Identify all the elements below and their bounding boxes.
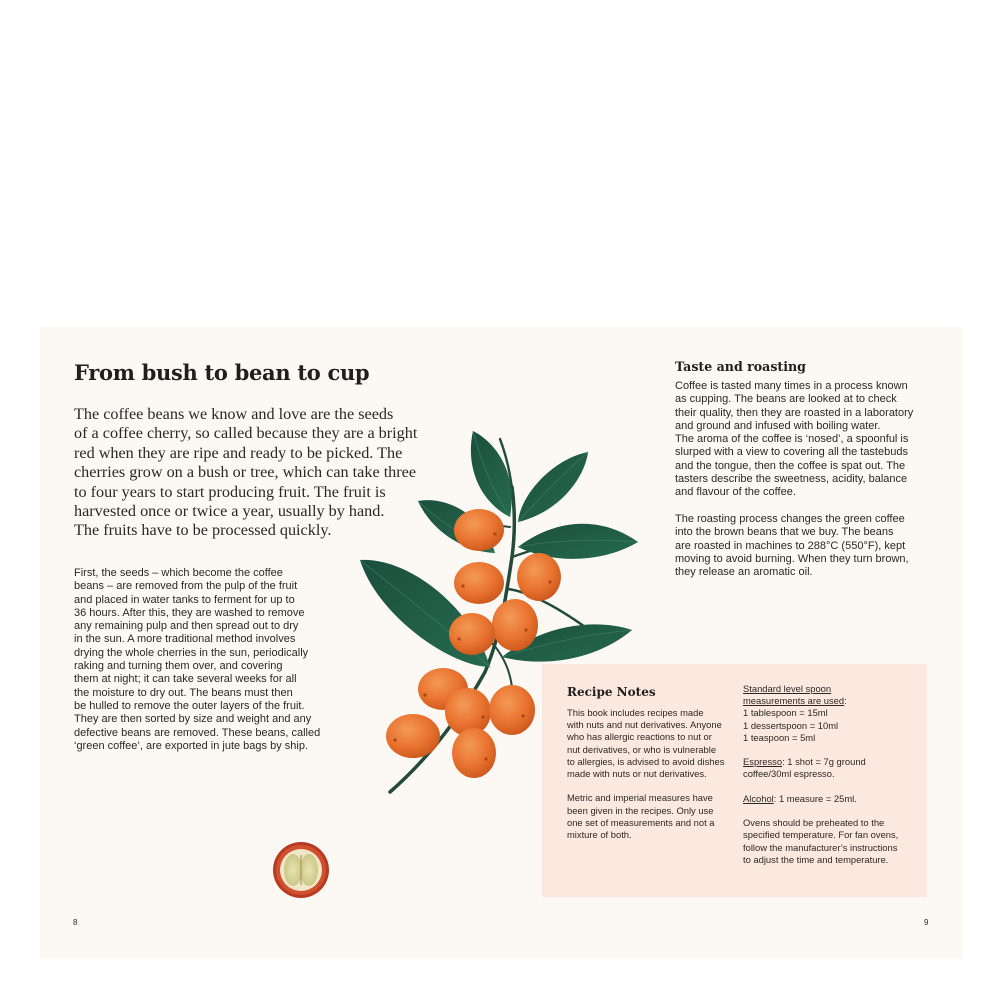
espresso-measure: Espresso: 1 shot = 7g ground coffee/30ml espresso. — [743, 756, 866, 780]
cherry — [454, 562, 504, 604]
cherry — [445, 688, 491, 736]
spoon-measurements-heading: Standard level spoon measurements are used: — [743, 683, 847, 707]
coffee-cherry-cross-section-icon — [273, 842, 329, 898]
cherry — [489, 685, 535, 735]
cherry — [452, 728, 496, 778]
cherry — [386, 714, 440, 758]
measurements-column — [743, 683, 915, 866]
page-title: From bush to bean to cup — [74, 360, 370, 385]
oven-note: Ovens should be preheated to the specified temperature. For fan ovens, follow the manufacturer’s instructions to adjust the time and temperature. — [743, 817, 899, 865]
cherry — [492, 599, 538, 651]
cherry — [449, 613, 495, 655]
cherry — [517, 553, 561, 601]
cherry — [454, 509, 504, 551]
book-spread — [40, 327, 963, 959]
recipe-notes-box — [542, 664, 927, 897]
taste-roasting-text: Coffee is tasted many times in a process known as cupping. The beans are looked at to check their quality, then they are roasted in a laboratory and ground and infused with boiling water. The aroma of the coffee is ‘nosed’, a spoonful is slurped with a view to covering all the tastebuds and the tongue, then the coffee is spat out. The tasters describe the sweetness, acidity, balance and flavour of the coffee. The roasting process changes the green coffee into the brown beans that we buy. The beans are roasted in machines to 288°C (550°F), kept moving to avoid burning. When they turn brown, they release an aromatic oil. — [675, 380, 914, 579]
spoon-measurements-list: 1 tablespoon = 15ml 1 dessertspoon = 10ml 1 teaspoon = 5ml — [743, 707, 839, 743]
page-number-left: 8 — [73, 918, 78, 927]
recipe-notes-title: Recipe Notes — [567, 685, 656, 699]
section-heading-taste-roasting: Taste and roasting — [675, 359, 806, 374]
alcohol-measure: Alcohol: 1 measure = 25ml. — [743, 792, 857, 804]
page-number-right: 9 — [924, 918, 929, 927]
recipe-notes-text: This book includes recipes made with nuts and nut derivatives. Anyone who has allergic reactions to nut or nut derivatives, or who is vulnerable to allergies, is advised to avoid dishes made with nuts or nut derivatives. Metric and imperial measures have been given in the recipes. Only use one set of measurements and not a mixture of both. — [567, 707, 725, 841]
intro-paragraph: The coffee beans we know and love are the seeds of a coffee cherry, so called because they are a bright red when they are ripe and ready to be picked. The cherries grow on a bush or tree, which can take three to four years to start producing fruit. The fruit is harvested once or twice a year, usually by hand. The fruits have to be processed quickly. — [74, 405, 418, 540]
processing-paragraph: First, the seeds – which become the coffee beans – are removed from the pulp of the fruit and placed in water tanks to ferment for up to 36 hours. After this, they are washed to remove any remaining pulp and then spread out to dry in the sun. A more traditional method involves drying the whole cherries in the sun, periodically raking and turning them over, and covering them at night; it can take several weeks for all the moisture to dry out. The beans must then be hulled to remove the outer layers of the fruit. They are then sorted by size and weight and any defective beans are removed. These beans, called ‘green coffee’, are exported in jute bags by ship. — [74, 567, 321, 752]
